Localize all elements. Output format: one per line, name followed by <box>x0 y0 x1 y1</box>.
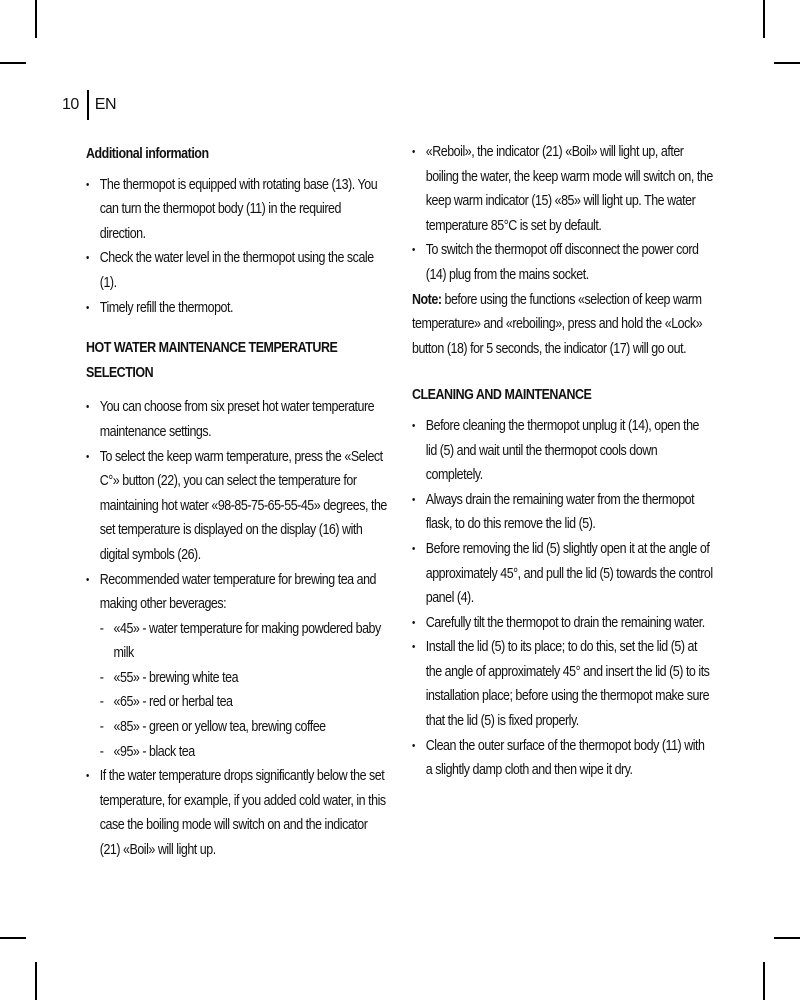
list-item: • Check the water level in the thermopot using the scale (1). <box>86 246 389 295</box>
reboil-list <box>412 140 713 288</box>
list-item <box>86 568 389 765</box>
list-item: • Before cleaning the thermopot unplug it (14), open the lid (5) and wait until the thermopot cools down completely. <box>412 414 713 488</box>
crop-mark-bottom-left-vertical <box>35 962 37 1000</box>
list-item: • Clean the outer surface of the thermopot body (11) with a slightly damp cloth and then wipe it dry. <box>412 734 713 783</box>
language-code: EN <box>94 96 117 113</box>
sub-list-item: - «95» - black tea <box>100 740 389 765</box>
page-number: 10 <box>62 96 79 113</box>
list-item: • Install the lid (5) to its place; to do this, set the lid (5) at the angle of approximately 45° and insert the lid (5) to its installation place; before using the thermopot make sure that the lid (5) is fixed properly. <box>412 635 713 733</box>
crop-mark-top-left-horizontal <box>0 62 26 64</box>
list-item: • To switch the thermopot off disconnect the power cord (14) plug from the mains socket. <box>412 238 713 287</box>
list-item: • The thermopot is equipped with rotating base (13). You can turn the thermopot body (11) in the required direction. <box>86 173 389 247</box>
crop-mark-top-right-vertical <box>763 0 765 38</box>
list-item: • Always drain the remaining water from the thermopot flask, to do this remove the lid (5). <box>412 488 713 537</box>
crop-mark-top-right-horizontal <box>774 62 800 64</box>
crop-mark-bottom-left-horizontal <box>0 937 26 939</box>
header-divider <box>87 90 89 120</box>
cleaning-heading: CLEANING AND MAINTENANCE <box>412 387 592 404</box>
sub-list-item: - «85» - green or yellow tea, brewing coffee <box>100 715 389 740</box>
left-column <box>86 140 389 863</box>
sub-list-item: - «45» - water temperature for making powdered baby milk <box>100 617 389 666</box>
list-item: • Timely refill the thermopot. <box>86 296 389 321</box>
list-item-text: Recommended water temperature for brewing tea and making other beverages: <box>99 571 377 613</box>
temperature-selection-heading: HOT WATER MAINTENANCE TEMPERATURE SELECTION <box>86 340 338 381</box>
crop-mark-top-left-vertical <box>35 0 37 38</box>
list-item: • Before removing the lid (5) slightly open it at the angle of approximately 45°, and pull the lid (5) towards the control panel (4). <box>412 537 713 611</box>
sub-list-item: - «55» - brewing white tea <box>100 666 389 691</box>
additional-info-heading: Additional information <box>86 146 209 162</box>
note-label: Note: <box>412 291 442 308</box>
cleaning-list <box>412 414 713 783</box>
right-column <box>412 140 713 783</box>
additional-info-list <box>86 173 389 321</box>
note-text: before using the functions «selection of keep warm temperature» and «reboiling», press and hold the «Lock» button (18) for 5 seconds, the indicator (17) will go out. <box>412 291 703 357</box>
list-item: • If the water temperature drops significantly below the set temperature, for example, if you added cold water, in this case the boiling mode will switch on and the indicator (21) «Boil» will light up. <box>86 764 389 862</box>
temperature-selection-list <box>86 395 389 862</box>
crop-mark-bottom-right-vertical <box>763 962 765 1000</box>
list-item: • To select the keep warm temperature, press the «Select C°» button (22), you can select the temperature for maintaining hot water «98-85-75-65-55-45» degrees, the set temperature is displayed on the display (16) with digital symbols (26). <box>86 445 389 568</box>
list-item: • You can choose from six preset hot water temperature maintenance settings. <box>86 395 389 444</box>
list-item: • «Reboil», the indicator (21) «Boil» will light up, after boiling the water, the keep warm mode will switch on, the keep warm indicator (15) «85» will light up. The water temperature 85°C is set by default. <box>412 140 713 238</box>
note-paragraph <box>412 288 713 362</box>
temperature-recommendations-list <box>100 617 389 765</box>
crop-mark-bottom-right-horizontal <box>774 937 800 939</box>
sub-list-item: - «65» - red or herbal tea <box>100 690 389 715</box>
page-header <box>62 90 116 120</box>
list-item: • Carefully tilt the thermopot to drain the remaining water. <box>412 611 713 636</box>
